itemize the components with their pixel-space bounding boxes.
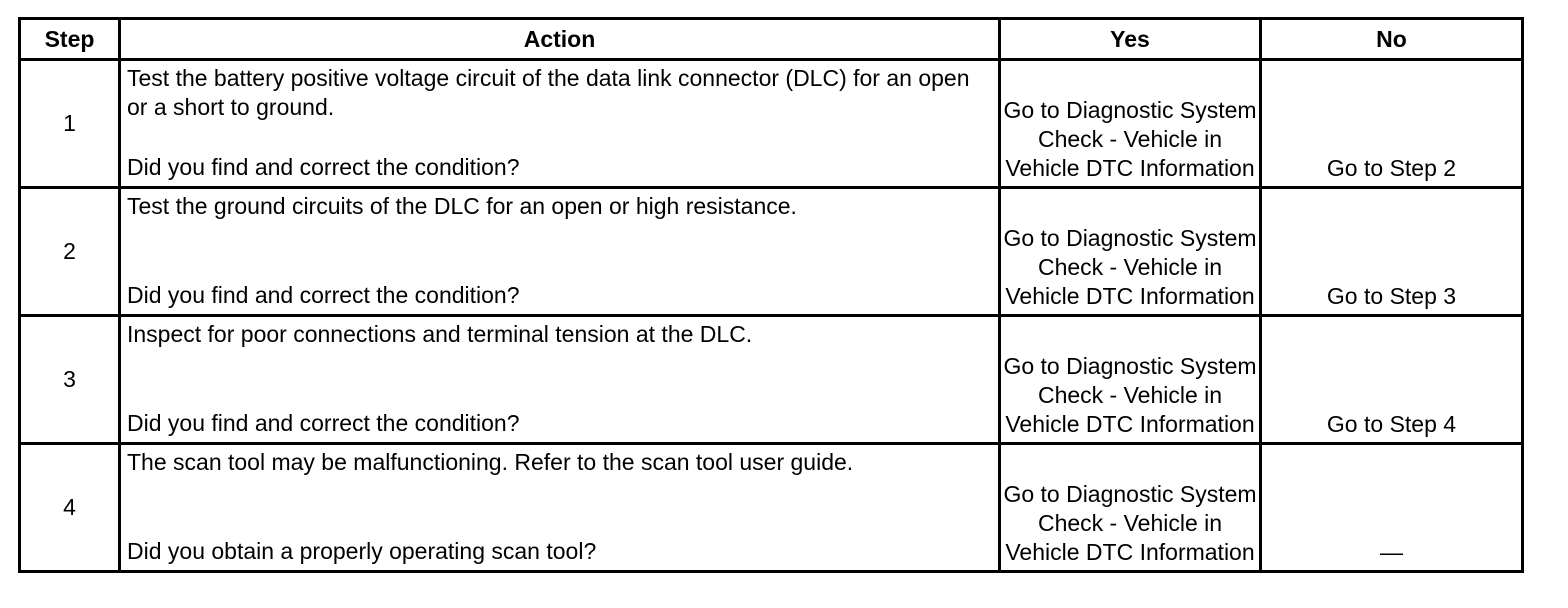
no-result: Go to Step 4: [1261, 316, 1523, 444]
table-row: [20, 188, 1523, 316]
step-number: 3: [20, 316, 120, 444]
diagnostic-table: [18, 17, 1524, 573]
header-step: Step: [20, 19, 120, 60]
yes-result: Go to Diagnostic System Check - Vehicle in Vehicle DTC Information: [1000, 316, 1261, 444]
step-number: 1: [20, 60, 120, 188]
step-number: 2: [20, 188, 120, 316]
no-result: Go to Step 3: [1261, 188, 1523, 316]
yes-result: Go to Diagnostic System Check - Vehicle in Vehicle DTC Information: [1000, 60, 1261, 188]
header-action: Action: [120, 19, 1000, 60]
header-yes: Yes: [1000, 19, 1261, 60]
table-row: [20, 60, 1523, 188]
no-result: Go to Step 2: [1261, 60, 1523, 188]
action-question: Did you find and correct the condition?: [127, 282, 520, 308]
action-cell: [120, 444, 1000, 572]
action-question: Did you find and correct the condition?: [127, 154, 520, 180]
action-question: Did you obtain a properly operating scan tool?: [127, 538, 597, 564]
action-text: Test the battery positive voltage circuit of the data link connector (DLC) for an open or a short to ground.: [127, 65, 970, 120]
action-question: Did you find and correct the condition?: [127, 410, 520, 436]
action-cell: [120, 316, 1000, 444]
yes-result: Go to Diagnostic System Check - Vehicle in Vehicle DTC Information: [1000, 188, 1261, 316]
step-number: 4: [20, 444, 120, 572]
yes-result: Go to Diagnostic System Check - Vehicle in Vehicle DTC Information: [1000, 444, 1261, 572]
action-text: The scan tool may be malfunctioning. Refer to the scan tool user guide.: [127, 449, 854, 475]
action-cell: [120, 60, 1000, 188]
action-text: Test the ground circuits of the DLC for an open or high resistance.: [127, 193, 797, 219]
action-text: Inspect for poor connections and terminal tension at the DLC.: [127, 321, 753, 347]
table-row: [20, 316, 1523, 444]
header-row: [20, 19, 1523, 60]
table-row: [20, 444, 1523, 572]
action-cell: [120, 188, 1000, 316]
no-result: —: [1261, 444, 1523, 572]
header-no: No: [1261, 19, 1523, 60]
